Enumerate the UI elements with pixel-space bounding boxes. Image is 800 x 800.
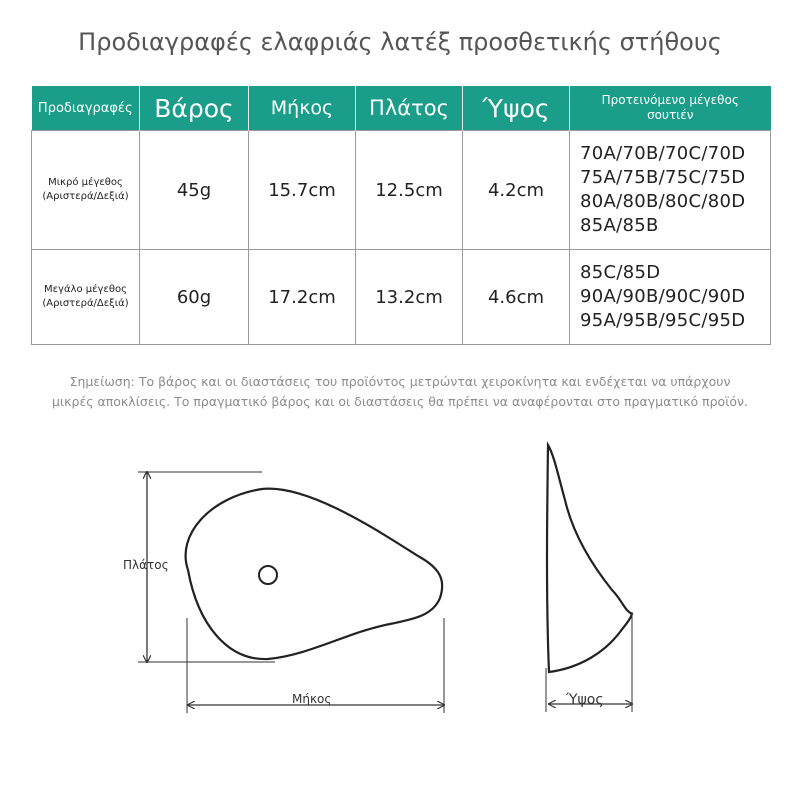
bra-size-line: 80A/80B/80C/80D: [580, 191, 746, 212]
row-label-line1: Μικρό μέγεθος: [48, 177, 123, 188]
header-spec: Προδιαγραφές: [32, 86, 140, 131]
header-length: Μήκος: [249, 86, 356, 131]
row-label-line2: (Αριστερά/Δεξιά): [42, 191, 129, 202]
nipple-marker: [259, 566, 277, 584]
header-bra-line2: σουτιέν: [647, 108, 694, 122]
cell-width: 13.2cm: [356, 250, 463, 345]
bra-size-line: 85C/85D: [580, 262, 661, 283]
cell-width: 12.5cm: [356, 131, 463, 250]
page-title: Προδιαγραφές ελαφριάς λατέξ προσθετικής στήθους: [78, 28, 722, 56]
bra-size-line: 95A/95B/95C/95D: [580, 310, 746, 331]
row-label-line2: (Αριστερά/Δεξιά): [42, 298, 129, 309]
bra-size-line: 75A/75B/75C/75D: [580, 167, 746, 188]
length-label: Μήκος: [292, 692, 332, 706]
bra-size-line: 90A/90B/90C/90D: [580, 286, 746, 307]
cell-length: 17.2cm: [249, 250, 356, 345]
bra-size-line: 85A/85B: [580, 215, 659, 236]
width-label: Πλάτος: [123, 558, 169, 572]
header-bra-line1: Προτεινόμενο μέγεθος: [601, 93, 739, 107]
cell-weight: 45g: [140, 131, 249, 250]
prosthesis-side-view: [547, 445, 632, 672]
row-label-line1: Μεγάλο μέγεθος: [44, 284, 127, 295]
prosthesis-top-view: [186, 489, 443, 659]
cell-length: 15.7cm: [249, 131, 356, 250]
height-label: Ύψος: [566, 692, 604, 708]
cell-height: 4.6cm: [463, 250, 570, 345]
note-line2: μικρές αποκλίσεις. Το πραγματικό βάρος και οι διαστάσεις θα πρέπει να αναφέρονται στο πραγματικό προϊόν.: [51, 394, 749, 409]
cell-height: 4.2cm: [463, 131, 570, 250]
bra-size-line: 70A/70B/70C/70D: [580, 143, 746, 164]
header-weight: Βάρος: [140, 86, 249, 131]
header-width: Πλάτος: [356, 86, 463, 131]
header-height: Ύψος: [463, 86, 570, 131]
note-line1: Σημείωση: Το βάρος και οι διαστάσεις του προϊόντος μετρώνται χειροκίνητα και ενδέχεται να υπάρχουν: [69, 374, 731, 389]
cell-weight: 60g: [140, 250, 249, 345]
